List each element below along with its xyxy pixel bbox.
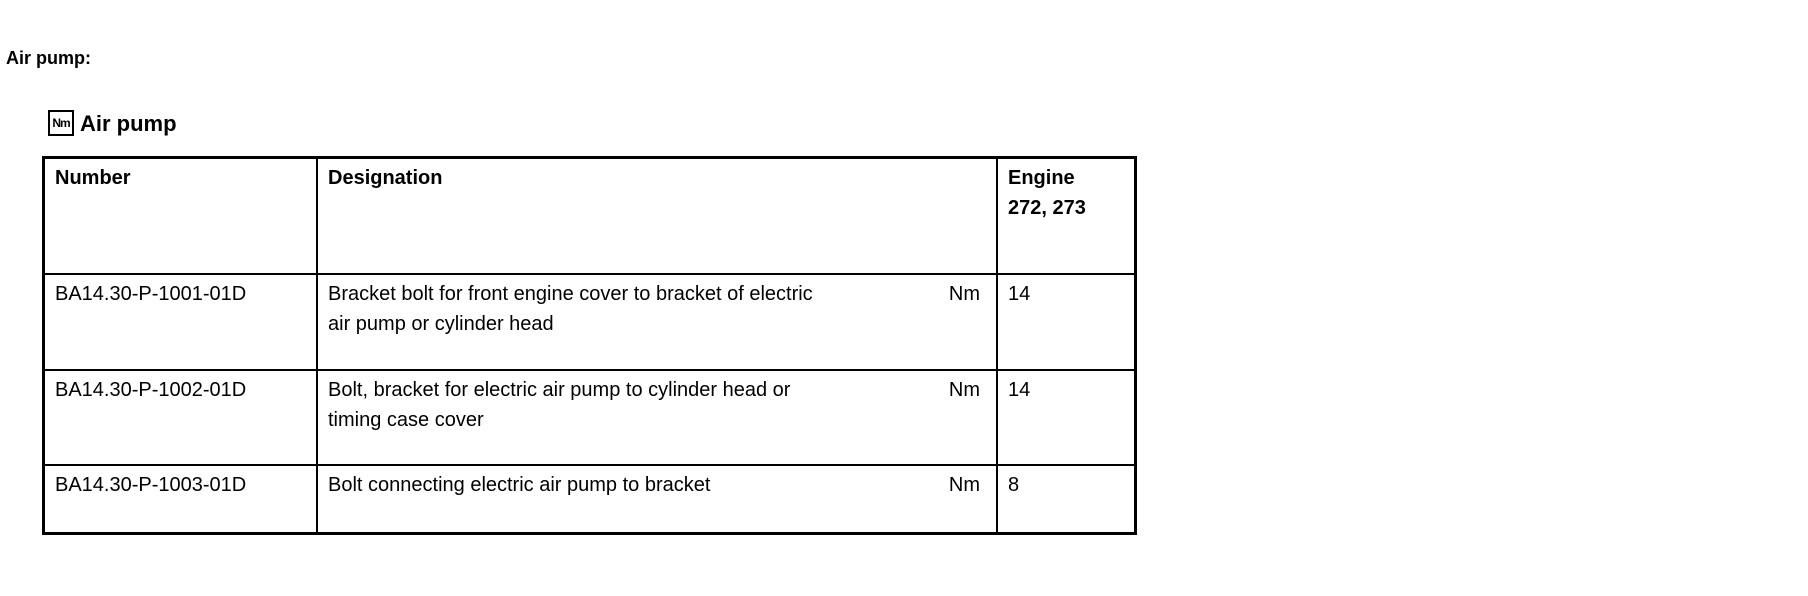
- row-number: BA14.30-P-1001-01D: [44, 274, 318, 370]
- table-row: [44, 465, 1136, 534]
- row-unit: Nm: [948, 379, 980, 401]
- section-heading: Air pump:: [6, 48, 91, 68]
- row-designation: Bolt connecting electric air pump to bracket: [328, 474, 711, 496]
- torque-table: [42, 156, 1137, 535]
- torque-nm-icon: Nm: [48, 110, 74, 136]
- table-title-text: Air pump: [80, 111, 177, 136]
- row-value: 14: [997, 370, 1136, 465]
- table-title: [48, 110, 177, 136]
- row-value: 8: [997, 465, 1136, 534]
- table-header-row: [44, 158, 1136, 275]
- header-engine: [997, 158, 1136, 275]
- row-designation: Bolt, bracket for electric air pump to cylinder head or timing case cover: [328, 379, 791, 431]
- header-designation: Designation: [317, 158, 997, 275]
- header-number: Number: [44, 158, 318, 275]
- row-number: BA14.30-P-1003-01D: [44, 465, 318, 534]
- row-designation: Bracket bolt for front engine cover to bracket of electric air pump or cylinder head: [328, 283, 813, 335]
- header-engine-models: 272, 273: [1008, 197, 1086, 219]
- row-designation-cell: [317, 465, 997, 534]
- header-engine-label: Engine: [1008, 167, 1075, 189]
- row-designation-cell: [317, 274, 997, 370]
- row-number: BA14.30-P-1002-01D: [44, 370, 318, 465]
- row-designation-cell: [317, 370, 997, 465]
- row-unit: Nm: [948, 474, 980, 496]
- row-value: 14: [997, 274, 1136, 370]
- row-unit: Nm: [948, 283, 980, 305]
- table-row: [44, 370, 1136, 465]
- table-row: [44, 274, 1136, 370]
